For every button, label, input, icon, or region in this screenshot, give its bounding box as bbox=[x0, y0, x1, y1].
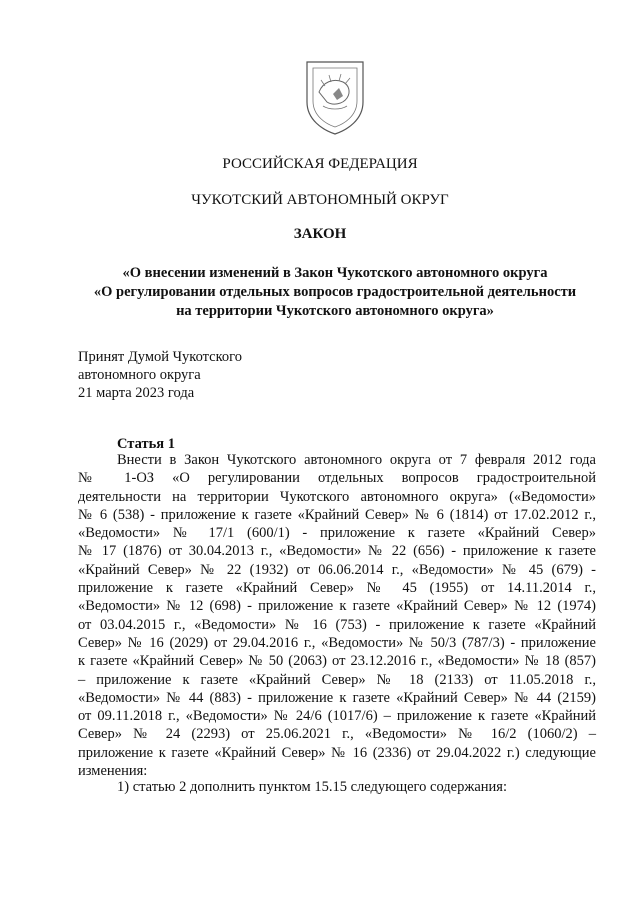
article-line: № 1-ОЗ «О регулировании отдельных вопросов градостроительной bbox=[78, 470, 596, 487]
law-title-line: «О регулировании отдельных вопросов градостроительной деятельности bbox=[93, 284, 577, 300]
article-line: к газете «Крайний Север» № 50 (2063) от 23.12.2016 г., «Ведомости» № 18 (857) bbox=[78, 653, 596, 670]
article-line: Север» № 24 (2293) от 25.06.2021 г., «Ведомости» № 16/2 (1060/2) – bbox=[78, 726, 596, 743]
adoption-date: 21 марта 2023 года bbox=[78, 385, 195, 401]
document-type-heading: ЗАКОН bbox=[293, 226, 347, 242]
region-heading: ЧУКОТСКИЙ АВТОНОМНЫЙ ОКРУГ bbox=[191, 192, 449, 208]
article-line: изменения: bbox=[78, 763, 148, 780]
article-line: приложение к газете «Крайний Север» № 16 (2336) от 29.04.2022 г.) следующие bbox=[78, 744, 596, 761]
adoption-line: автономного округа bbox=[78, 367, 201, 383]
article-line: «Ведомости» № 44 (883) - приложение к газете «Крайний Север» № 44 (2159) bbox=[78, 689, 596, 706]
article-line: – приложение к газете «Крайний Север» № 18 (2133) от 11.05.2018 г., bbox=[78, 671, 596, 688]
amendment-item-1: 1) статью 2 дополнить пунктом 15.15 следующего содержания: bbox=[117, 779, 508, 795]
adoption-block bbox=[78, 348, 242, 402]
article-line: Внести в Закон Чукотского автономного округа от 7 февраля 2012 года bbox=[117, 452, 596, 468]
article-line: № 17 (1876) от 30.04.2013 г., «Ведомости» № 22 (656) - приложение к газете bbox=[78, 543, 596, 560]
article-line: деятельности на территории Чукотского автономного округа» («Ведомости» bbox=[78, 488, 596, 505]
law-title-line: «О внесении изменений в Закон Чукотского автономного округа bbox=[122, 265, 548, 281]
article-body bbox=[78, 451, 596, 780]
article-line: приложение к газете «Крайний Север» № 45 (1955) от 14.11.2014 г., bbox=[78, 580, 596, 597]
article-line: «Ведомости» № 12 (698) - приложение к газете «Крайний Север» № 12 (1974) bbox=[78, 598, 596, 615]
law-title-line: на территории Чукотского автономного округа» bbox=[176, 303, 494, 319]
law-title bbox=[70, 264, 600, 321]
article-heading: Статья 1 bbox=[117, 436, 175, 452]
article-line: от 03.04.2015 г., «Ведомости» № 16 (753) - приложение к газете «Крайний bbox=[78, 616, 596, 633]
coat-of-arms-icon bbox=[303, 58, 367, 136]
article-line: № 6 (538) - приложение к газете «Крайний Север» № 6 (1814) от 17.02.2012 г., bbox=[78, 506, 596, 523]
article-line: «Ведомости» № 17/1 (600/1) - приложение к газете «Крайний Север» bbox=[78, 525, 596, 542]
article-line: от 09.11.2018 г., «Ведомости» № 24/6 (1017/6) – приложение к газете «Крайний bbox=[78, 708, 596, 725]
article-line: «Крайний Север» № 22 (1932) от 06.06.2014 г., «Ведомости» № 45 (679) - bbox=[78, 561, 596, 578]
article-line: Север» № 16 (2029) от 29.04.2016 г., «Ведомости» № 50/3 (787/3) - приложение bbox=[78, 634, 596, 651]
adoption-line: Принят Думой Чукотского bbox=[78, 349, 243, 365]
country-heading: РОССИЙСКАЯ ФЕДЕРАЦИЯ bbox=[222, 156, 418, 172]
